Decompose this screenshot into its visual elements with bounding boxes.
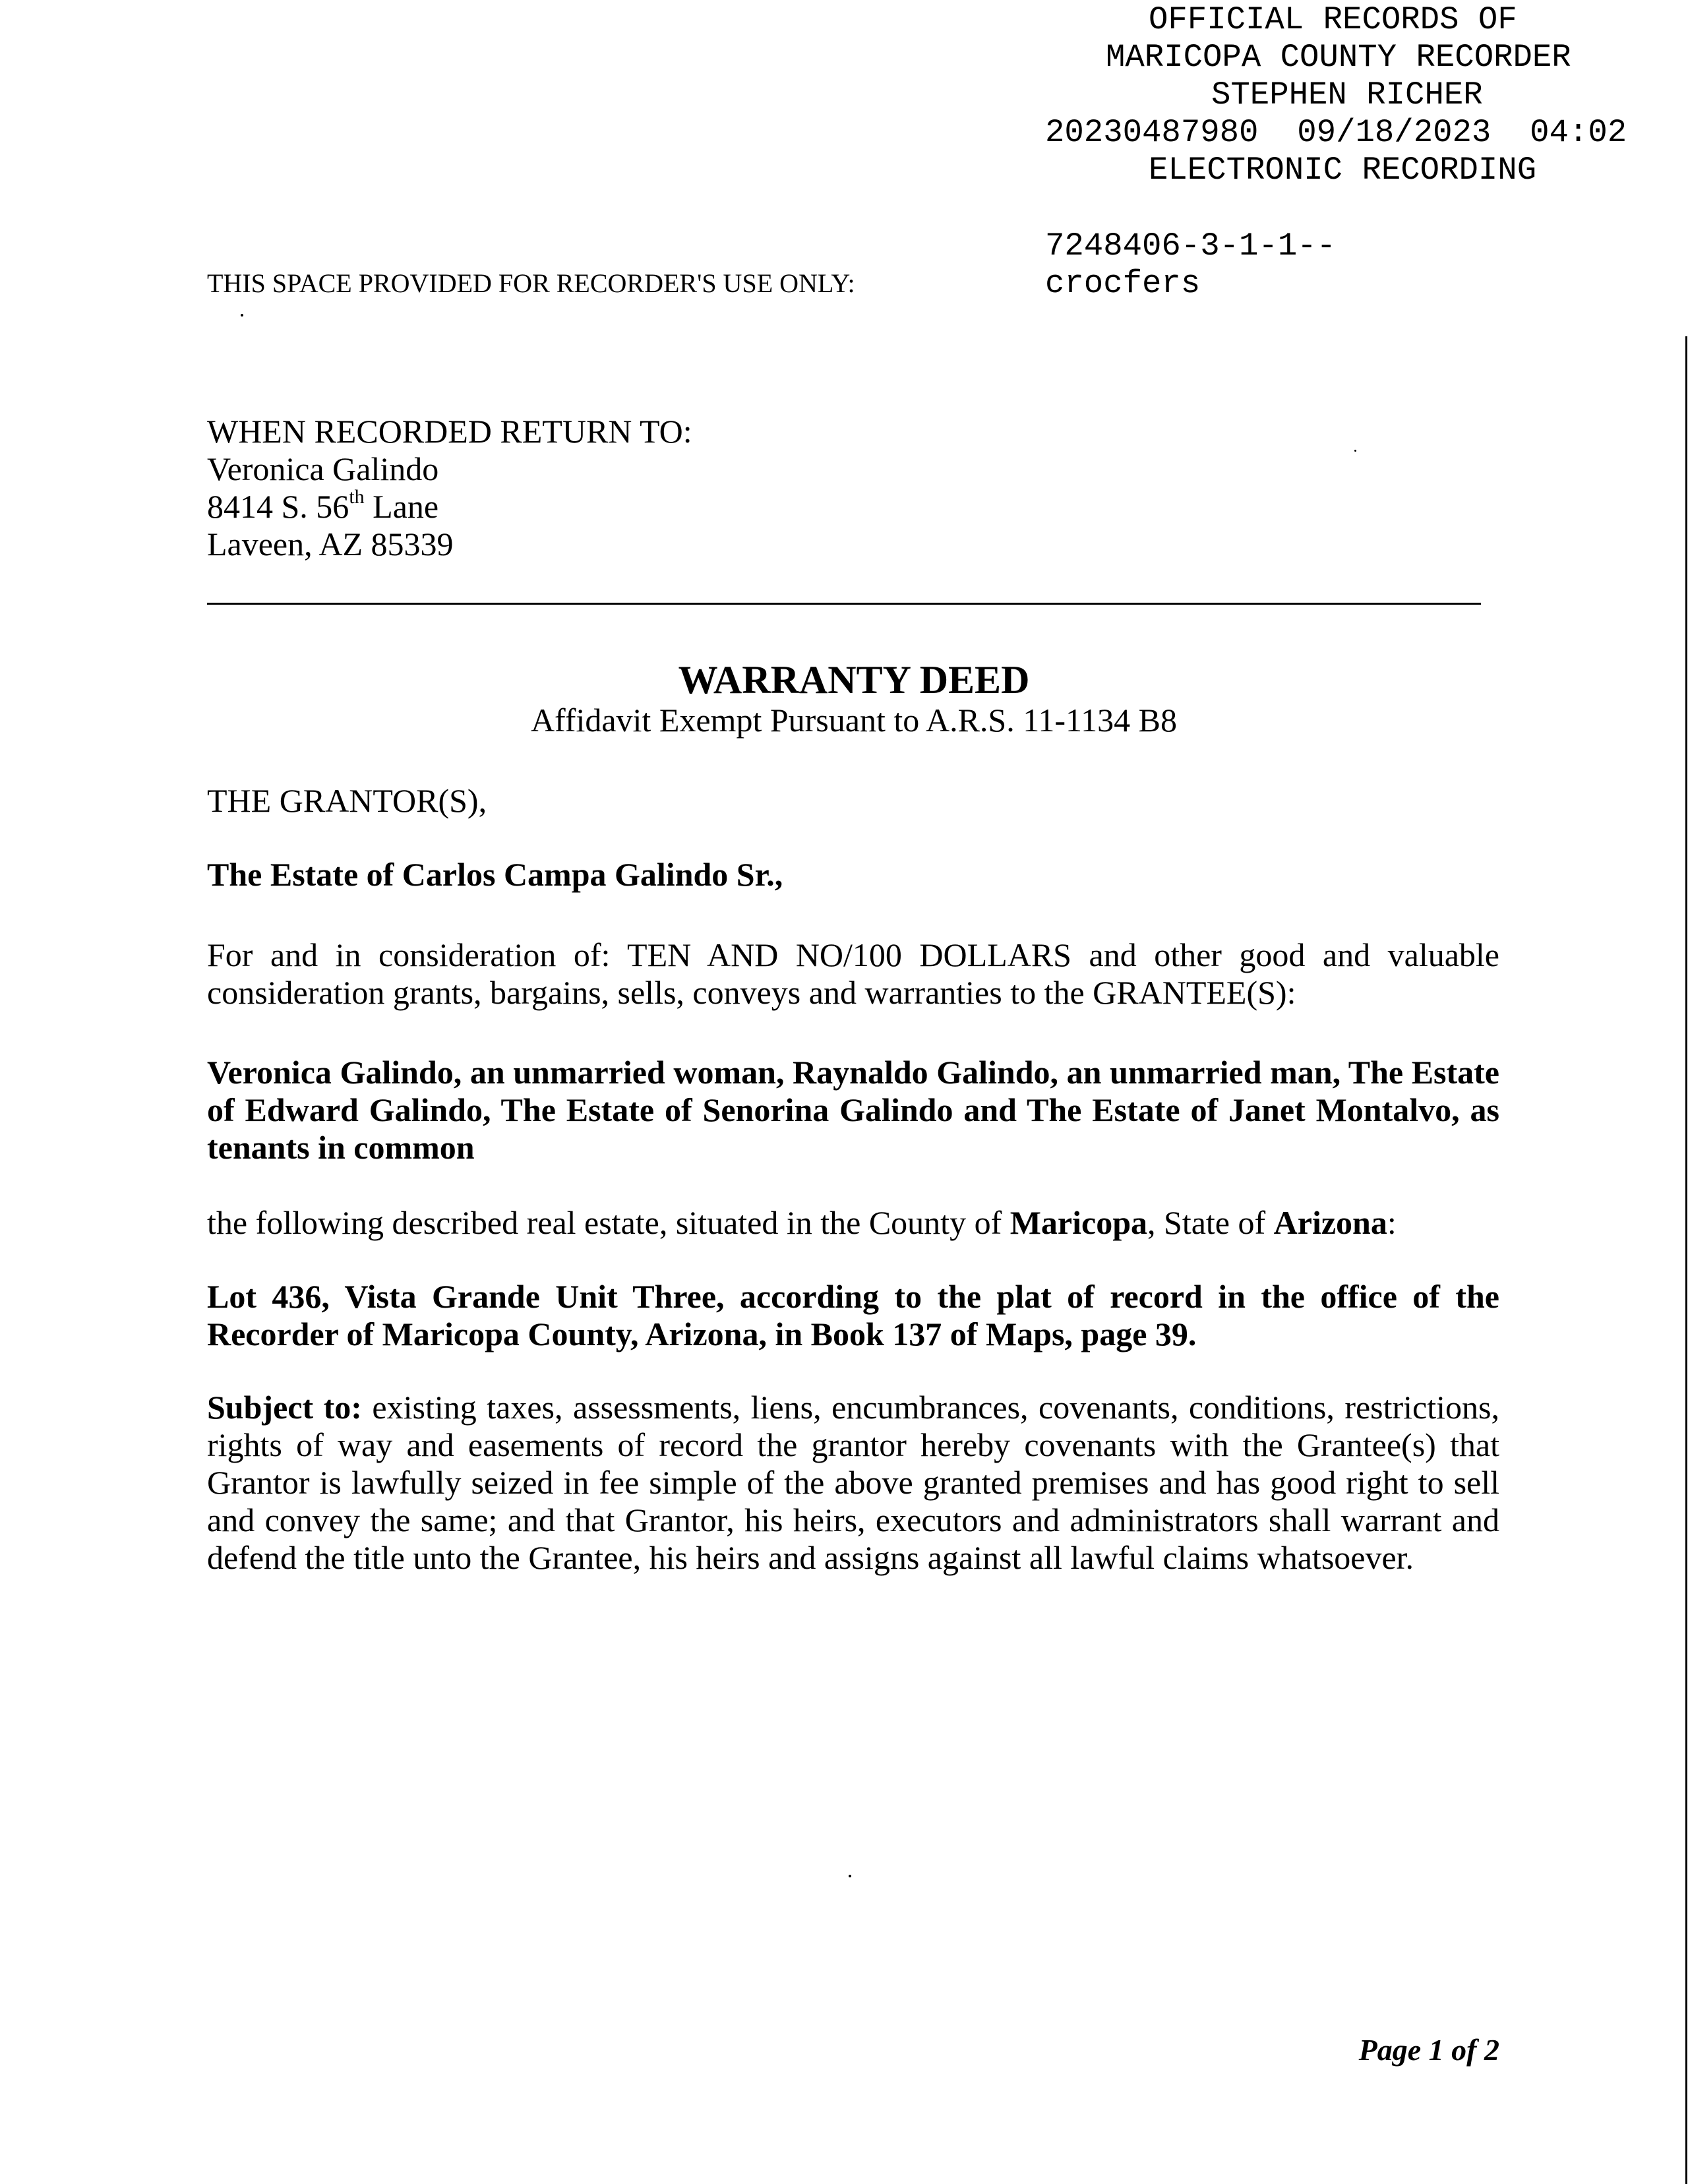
document-subtitle: Affidavit Exempt Pursuant to A.R.S. 11-1134 B8 xyxy=(530,702,1178,739)
situated-text: : xyxy=(1387,1204,1397,1241)
separator-rule xyxy=(207,603,1481,605)
recorder-stamp-line: MARICOPA COUNTY RECORDER xyxy=(1106,39,1571,76)
scan-speck xyxy=(241,314,243,317)
return-to-block xyxy=(207,413,692,563)
grantees-paragraph: Veronica Galindo, an unmarried woman, Raynaldo Galindo, an unmarried man, The Estate of Edward Galindo, The Estate of Senorina Galindo and The Estate of Janet Montalvo, as tenants in common xyxy=(207,1054,1499,1166)
scan-edge-line xyxy=(1685,336,1687,2184)
return-to-heading: WHEN RECORDED RETURN TO: xyxy=(207,413,692,450)
page-number: Page 1 of 2 xyxy=(1358,2033,1499,2067)
state-name: Arizona xyxy=(1273,1204,1387,1241)
address-ordinal-suffix: th xyxy=(349,486,365,508)
return-to-name: Veronica Galindo xyxy=(207,450,439,487)
scan-speck xyxy=(1354,450,1356,452)
county-name: Maricopa xyxy=(1010,1204,1148,1241)
subject-to-text: existing taxes, assessments, liens, encumbrances, covenants, conditions, restrictions, rights of way and easements of record the grantor hereby covenants with the Grantee(s) that Grantor is lawfully seized in fee simple of the above granted premises and has good right to sell and convey the same; and that Grantor, his heirs, executors and administrators shall warrant and defend the title unto the Grantee, his heirs and assigns against all lawful claims whatsoever. xyxy=(207,1389,1499,1576)
address-street-number: 8414 S. 56 xyxy=(207,488,349,525)
recording-user-id: crocfers xyxy=(1045,265,1201,302)
situated-text: the following described real estate, situated in the County of xyxy=(207,1204,1010,1241)
scan-speck xyxy=(849,1875,851,1877)
grantor-label: THE GRANTOR(S), xyxy=(207,782,487,819)
recorder-stamp-line: ELECTRONIC RECORDING xyxy=(1149,152,1537,189)
document-title: WARRANTY DEED xyxy=(678,658,1030,702)
grantor-name: The Estate of Carlos Campa Galindo Sr., xyxy=(207,856,783,893)
recorder-space-label: THIS SPACE PROVIDED FOR RECORDER'S USE ONLY: xyxy=(207,268,855,298)
situated-text: , State of xyxy=(1147,1204,1274,1241)
legal-description: Lot 436, Vista Grande Unit Three, according to the plat of record in the office of the Recorder of Maricopa County, Arizona, in Book 137 of Maps, page 39. xyxy=(207,1278,1499,1352)
return-to-address xyxy=(207,488,692,526)
situated-paragraph xyxy=(207,1204,1499,1242)
recording-number-date-time: 20230487980 09/18/2023 04:02 xyxy=(1045,114,1627,151)
consideration-paragraph: For and in consideration of: TEN AND NO/100 DOLLARS and other good and valuable consideration grants, bargains, sells, conveys and warranties to the GRANTEE(S): xyxy=(207,936,1499,1011)
return-to-city: Laveen, AZ 85339 xyxy=(207,526,454,562)
address-street-name: Lane xyxy=(364,488,439,525)
subject-to-paragraph xyxy=(207,1389,1499,1577)
recorder-stamp-line: OFFICIAL RECORDS OF xyxy=(1149,1,1517,38)
recording-reference-code: 7248406-3-1-1-- xyxy=(1045,228,1337,264)
subject-to-label: Subject to: xyxy=(207,1389,362,1426)
recorder-stamp-line: STEPHEN RICHER xyxy=(1211,76,1483,113)
